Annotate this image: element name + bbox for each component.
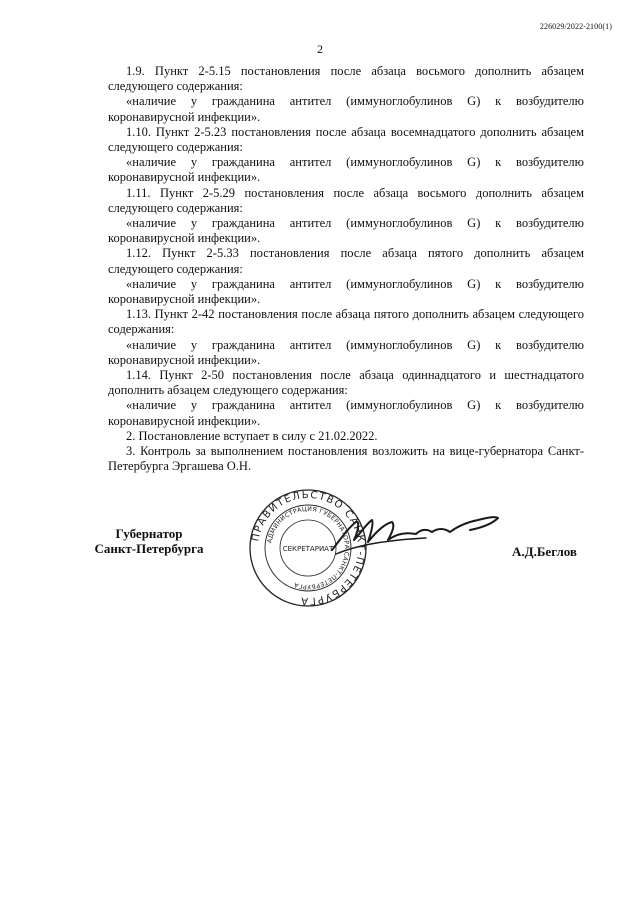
paragraph: «наличие у гражданина антител (иммуноглобулинов G) к возбудителю коронавирусной инфекции». — [108, 276, 584, 307]
paragraph: 1.12. Пункт 2-5.33 постановления после абзаца пятого дополнить абзацем следующего содержания: — [108, 246, 584, 276]
stamp-outer-text: ПРАВИТЕЛЬСТВО САНКТ-ПЕТЕРБУРГА — [250, 489, 367, 607]
signatory-name: А.Д.Беглов — [512, 544, 577, 559]
paragraph: «наличие у гражданина антител (иммуноглобулинов G) к возбудителю коронавирусной инфекции». — [108, 94, 584, 124]
paragraph: «наличие у гражданина антител (иммуноглобулинов G) к возбудителю коронавирусной инфекции». — [108, 398, 584, 428]
page-number: 2 — [317, 42, 323, 56]
paragraph: 1.10. Пункт 2-5.23 постановления после абзаца восемнадцатого дополнить абзацем следующего содержания: — [108, 124, 584, 155]
paragraph: 2. Постановление вступает в силу с 21.02.2022. — [126, 428, 378, 443]
paragraph: «наличие у гражданина антител (иммуноглобулинов G) к возбудителю коронавирусной инфекции». — [108, 155, 584, 185]
paragraph: 3. Контроль за выполнением постановления возложить на вице-губернатора Санкт-Петербурга Эргашева О.Н. — [108, 444, 584, 474]
paragraph: «наличие у гражданина антител (иммуноглобулинов G) к возбудителю коронавирусной инфекции». — [108, 337, 584, 367]
signatory-title-line: Санкт-Петербурга — [94, 541, 204, 556]
document-id: 226029/2022-2100(1) — [539, 22, 612, 31]
paragraph: 1.14. Пункт 2-50 постановления после абзаца одиннадцатого и шестнадцатого дополнить абзацем следующего содержания: — [108, 368, 584, 398]
paragraph: 1.11. Пункт 2-5.29 постановления после абзаца восьмого дополнить абзацем следующего содержания: — [108, 185, 584, 215]
stamp-center-text: СЕКРЕТАРИАТ — [282, 545, 334, 553]
signatory-title — [94, 526, 204, 556]
handwritten-signature — [330, 510, 500, 560]
paragraph: 1.13. Пункт 2-42 постановления после абзаца пятого дополнить абзацем следующего содержания: — [108, 307, 584, 337]
paragraph: 1.9. Пункт 2-5.15 постановления после абзаца восьмого дополнить абзацем следующего содержания: — [108, 64, 584, 94]
paragraph: «наличие у гражданина антител (иммуноглобулинов G) к возбудителю коронавирусной инфекции». — [108, 216, 584, 246]
document-body — [108, 64, 584, 474]
stamp-inner-text: АДМИНИСТРАЦИЯ ГУБЕРНАТОРА САНКТ-ПЕТЕРБУРГА — [266, 505, 351, 591]
signatory-title-line: Губернатор — [115, 526, 183, 541]
